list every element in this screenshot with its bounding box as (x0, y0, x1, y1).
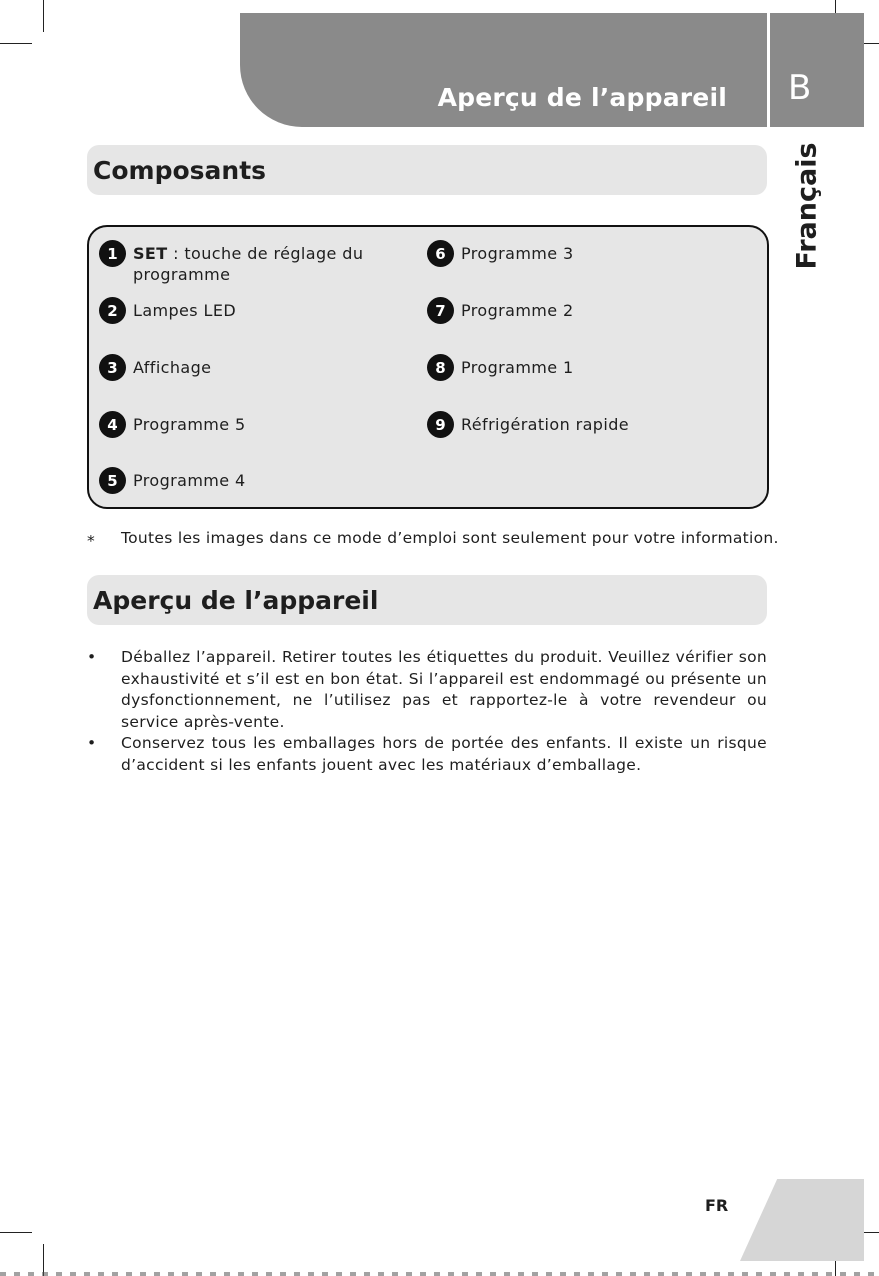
item-number: 6 (427, 240, 454, 267)
item-label-line2: programme (133, 265, 231, 284)
overview-heading-bar (87, 575, 767, 625)
bullet-marker: • (87, 734, 97, 752)
item-label-rest: : touche de réglage du (167, 244, 364, 263)
bullet-text: Conservez tous les emballages hors de portée des enfants. Il existe un risque d’accident si les enfants jouent avec les matériaux d’emballage. (121, 734, 767, 774)
item-number: 9 (427, 411, 454, 438)
item-label-bold: SET (133, 244, 168, 263)
page-title: Aperçu de l’appareil (437, 83, 727, 112)
components-heading-bar (87, 145, 767, 195)
section-letter: B (788, 68, 812, 108)
section-tab (770, 13, 864, 127)
components-heading: Composants (93, 156, 267, 185)
language-side-tab: Français (791, 142, 823, 270)
header-banner (240, 13, 767, 127)
item-label: Programme 3 (461, 244, 574, 263)
footer-tab (740, 1179, 864, 1261)
crop-mark (0, 1232, 32, 1233)
item-label: Réfrigération rapide (461, 415, 629, 434)
components-list (87, 225, 769, 509)
item-label: Programme 2 (461, 301, 574, 320)
item-label: Programme 1 (461, 358, 574, 377)
note-text: Toutes les images dans ce mode d’emploi sont seulement pour votre information. (121, 529, 779, 547)
overview-bullet-list (87, 647, 767, 776)
crop-mark (43, 0, 44, 32)
bullet-marker: • (87, 648, 97, 666)
item-label: Programme 4 (133, 471, 246, 490)
item-number: 7 (427, 297, 454, 324)
item-number: 1 (99, 240, 126, 267)
overview-heading: Aperçu de l’appareil (93, 586, 379, 615)
item-number: 8 (427, 354, 454, 381)
list-item (87, 647, 767, 733)
item-number: 4 (99, 411, 126, 438)
print-registration-strip (0, 1272, 879, 1276)
item-label: Lampes LED (133, 301, 237, 320)
item-number: 5 (99, 467, 126, 494)
item-number: 3 (99, 354, 126, 381)
note-marker: * (87, 532, 96, 550)
item-label: Programme 5 (133, 415, 246, 434)
bullet-text: Déballez l’appareil. Retirer toutes les étiquettes du produit. Veuillez vérifier son exhaustivité et s’il est en bon état. Si l’appareil est endommagé ou présente un dysfonctionnement, ne l’utilisez pas et rapportez-le à votre revendeur ou service après-vente. (121, 648, 767, 731)
footer-language-code: FR (705, 1196, 729, 1215)
crop-mark (0, 43, 32, 44)
item-label: Affichage (133, 358, 212, 377)
item-label (133, 243, 363, 285)
item-number: 2 (99, 297, 126, 324)
list-item (87, 733, 767, 776)
